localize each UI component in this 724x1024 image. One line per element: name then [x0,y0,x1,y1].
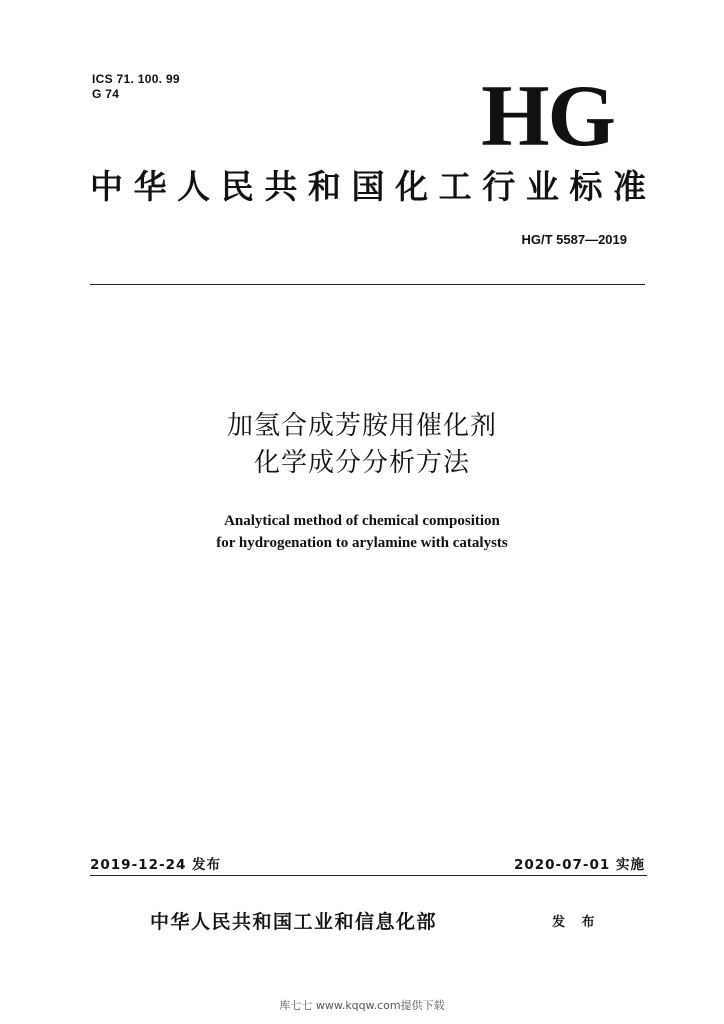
category-code: G 74 [92,87,120,101]
document-title-cn [0,408,724,482]
download-footer: 库七七 www.kqqw.com提供下载 [279,999,445,1012]
title-cn-line-1: 加氢合成芳胺用催化剂 [226,411,497,441]
document-title-en [0,510,724,554]
classification-codes [92,72,180,102]
top-divider [90,284,645,285]
issue-date: 2019-12-24 发布 [90,857,222,873]
title-en-line-2: for hydrogenation to arylamine with catalysts [216,535,508,551]
standard-number: HG/T 5587—2019 [521,232,627,247]
bottom-divider [90,875,647,876]
ics-code: ICS 71. 100. 99 [92,72,180,86]
implementation-date: 2020-07-01 实施 [513,857,645,873]
title-cn-line-2: 化学成分分析方法 [253,448,470,478]
publisher-name: 中华人民共和国工业和信息化部 [150,911,438,933]
title-en-line-1: Analytical method of chemical composition [224,513,500,529]
publish-label: 发 布 [552,915,601,930]
standard-title: 中华人民共和国化工行业标准 [90,167,646,206]
hg-logo: HG [481,68,614,165]
